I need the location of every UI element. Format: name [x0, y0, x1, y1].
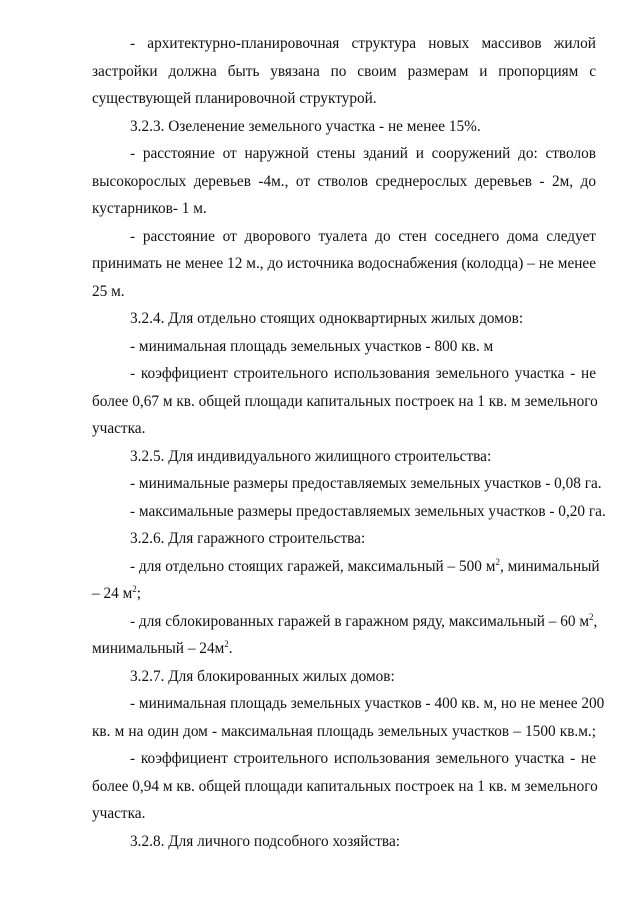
text-line-toilet-1: - расстояние от дворового туалета до стен соседнего дома следует	[130, 227, 596, 245]
text-line-arch-2: застройки должна быть увязана по своим размерам и пропорциям с	[92, 62, 596, 80]
text-line-coef2-3: участка.	[92, 805, 146, 822]
text-line-coef-1: - коэффициент строительного использования земельного участка - не	[130, 365, 596, 382]
garage-block-min-text: минимальный – 24м	[92, 640, 225, 657]
text-line-toilet-2: принимать не менее 12 м., до источника водоснабжения (колодца) – не менее	[92, 255, 596, 272]
text-block-lower	[92, 663, 605, 856]
text-line-h-3-2-7: 3.2.7. Для блокированных жилых домов:	[130, 667, 395, 685]
garage-block-line-1	[92, 608, 596, 636]
text-line-block-min-1: - минимальная площадь земельных участков - 400 кв. м, но не менее 200	[130, 695, 605, 712]
garage-block-text: - для сблокированных гаражей в гаражном ряду, максимальный – 60 м	[130, 612, 590, 630]
text-line-arch-1: - архитектурно-планировочная структура новых массивов жилой	[130, 35, 596, 52]
text-line-h-3-2-3: 3.2.3. Озеленение земельного участка - не менее 15%.	[130, 117, 481, 135]
text-line-coef-3: участка.	[92, 420, 146, 437]
garage-single-end: ;	[136, 585, 142, 602]
garage-single-line-1	[92, 553, 600, 581]
superscript-2: 2	[132, 584, 137, 594]
garage-single-line-2	[92, 580, 596, 608]
text-line-h-3-2-8: 3.2.8. Для личного подсобного хозяйства:	[130, 832, 400, 850]
document-page	[92, 30, 606, 855]
text-line-coef2-1: - коэффициент строительного использования земельного участка - не	[130, 750, 596, 767]
text-line-min-size: - минимальные размеры предоставляемых земельных участков - 0,08 га.	[130, 475, 602, 492]
text-line-dist-2: высокорослых деревьев -4м., от стволов среднерослых деревьев - 2м, до	[92, 172, 596, 190]
garage-block-end: .	[228, 640, 233, 657]
garage-block-comma: ,	[593, 612, 598, 630]
garage-block-line-2	[92, 635, 596, 663]
text-line-min-area-800: - минимальная площадь земельных участков - 800 кв. м	[130, 337, 494, 355]
garage-single-text-cont: , минимальный	[499, 557, 600, 575]
text-line-dist-1: - расстояние от наружной стены зданий и сооружений до: стволов	[130, 145, 596, 162]
text-line-h-3-2-5: 3.2.5. Для индивидуального жилищного строительства:	[130, 447, 492, 465]
text-line-toilet-3: 25 м.	[92, 282, 125, 300]
text-line-h-3-2-6: 3.2.6. Для гаражного строительства:	[130, 530, 366, 547]
text-line-h-3-2-4: 3.2.4. Для отдельно стоящих одноквартирных жилых домов:	[130, 310, 524, 327]
text-line-max-size: - максимальные размеры предоставляемых земельных участков - 0,20 га.	[130, 502, 606, 520]
text-line-coef2-2: более 0,94 м кв. общей площади капитальных построек на 1 кв. м земельного	[92, 777, 598, 795]
superscript-2: 2	[224, 639, 229, 649]
text-line-arch-3: существующей планировочной структурой.	[92, 90, 377, 107]
garage-single-min-text: – 24 м	[92, 585, 133, 602]
text-line-block-min-2: кв. м на один дом - максимальная площадь земельных участков – 1500 кв.м.;	[92, 722, 596, 740]
text-line-dist-3: кустарников- 1 м.	[92, 200, 207, 217]
superscript-2: 2	[495, 556, 500, 567]
text-line-coef-2: более 0,67 м кв. общей площади капитальных построек на 1 кв. м земельного	[92, 392, 598, 410]
garage-single-text: - для отдельно стоящих гаражей, максимальный – 500 м	[130, 557, 496, 575]
superscript-2: 2	[589, 611, 594, 622]
text-block-upper	[92, 30, 606, 553]
